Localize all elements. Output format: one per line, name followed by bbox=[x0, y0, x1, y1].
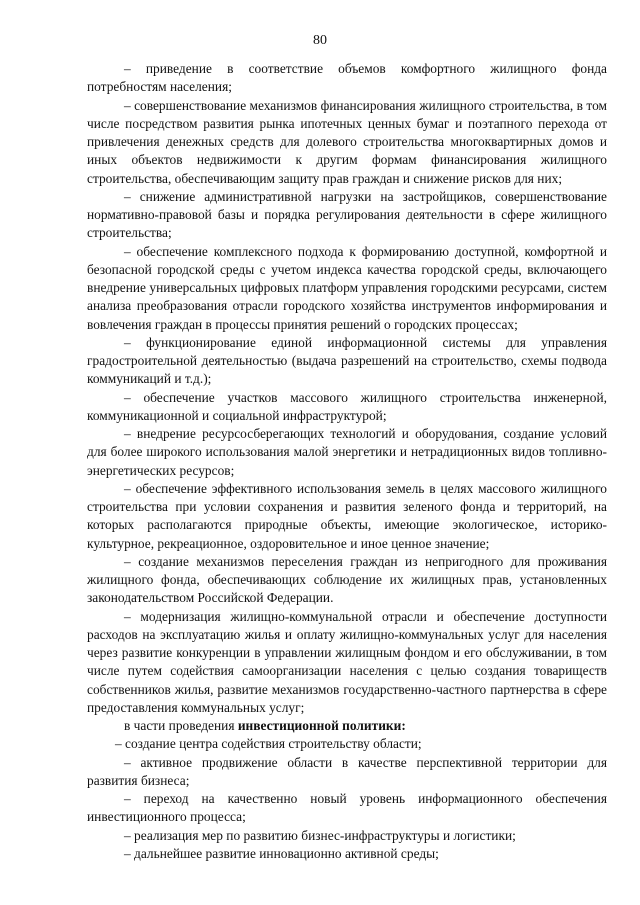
document-body bbox=[87, 60, 607, 863]
list-item: – активное продвижение области в качестве перспективной территории для развития бизнеса; bbox=[87, 754, 607, 788]
list-item: – создание центра содействия строительству области; bbox=[115, 736, 422, 752]
section-heading-prefix: в части проведения bbox=[124, 718, 238, 733]
paragraph: – приведение в соответствие объемов комфортного жилищного фонда потребностям населения; bbox=[87, 61, 607, 95]
paragraph: – модернизация жилищно-коммунальной отрасли и обеспечение доступности расходов на эксплуатацию жилья и оплату жилищно-коммунальных услуг для населения через развитие конкуренции в управлении жилищным фондом и его обслуживании, в том числе путем содействия самоорганизации населения с целью создания товариществ собственников жилья, развитие механизмов государственно-частного партнерства в сфере предоставления коммунальных услуг; bbox=[87, 608, 607, 715]
section-heading-bold: инвестиционной политики: bbox=[237, 718, 406, 733]
paragraph: – обеспечение участков массового жилищного строительства инженерной, коммуникационной и социальной инфраструктурой; bbox=[87, 389, 607, 423]
paragraph: – внедрение ресурсосберегающих технологий и оборудования, создание условий для более широкого использования малой энергетики и нетрадиционных видов топливно-энергетических ресурсов; bbox=[87, 426, 607, 478]
paragraph: – совершенствование механизмов финансирования жилищного строительства, в том числе посредством развития рынка ипотечных ценных бумаг и поэтапного перехода от привлечения денежных средств для долевого строительства многоквартирных домов и иных объектов недвижимости к другим формам финансирования жилищного строительства, обеспечивающим защиту прав граждан и снижение рисков для них; bbox=[87, 97, 607, 186]
paragraph: – обеспечение эффективного использования земель в целях массового жилищного строительства при условии сохранения и развития зеленого фонда и территорий, на которых располагаются природные объекты, имеющие экологическое, историко-культурное, рекреационное, оздоровительное и иное ценное значение; bbox=[87, 480, 607, 551]
paragraph: – обеспечение комплексного подхода к формированию доступной, комфортной и безопасной городской среды с учетом индекса качества городской среды, включающего внедрение универсальных цифровых платформ управления городскими ресурсами, систем анализа преобразования отрасли городского хозяйства инструментов информирования и вовлечения граждан в процессы принятия решений о городских процессах; bbox=[87, 243, 607, 332]
paragraph: – снижение административной нагрузки на застройщиков, совершенствование нормативно-правовой базы и порядка регулирования деятельности в сфере жилищного строительства; bbox=[87, 188, 607, 241]
paragraph: – создание механизмов переселения граждан из непригодного для проживания жилищного фонда, обеспечивающих соблюдение их жилищных прав, установленных законодательством Российской Федерации. bbox=[87, 553, 607, 606]
list-item: – реализация мер по развитию бизнес-инфраструктуры и логистики; bbox=[124, 827, 516, 843]
list-item: – переход на качественно новый уровень информационного обеспечения инвестиционного процесса; bbox=[87, 791, 607, 825]
section-heading bbox=[87, 717, 607, 735]
page-number: 80 bbox=[313, 33, 327, 48]
list-item: – дальнейшее развитие инновационно активной среды; bbox=[124, 845, 439, 861]
paragraph: – функционирование единой информационной системы для управления градостроительной деятельностью (выдача разрешений на строительство, схемы подвода коммуникаций и т.д.); bbox=[87, 334, 607, 387]
